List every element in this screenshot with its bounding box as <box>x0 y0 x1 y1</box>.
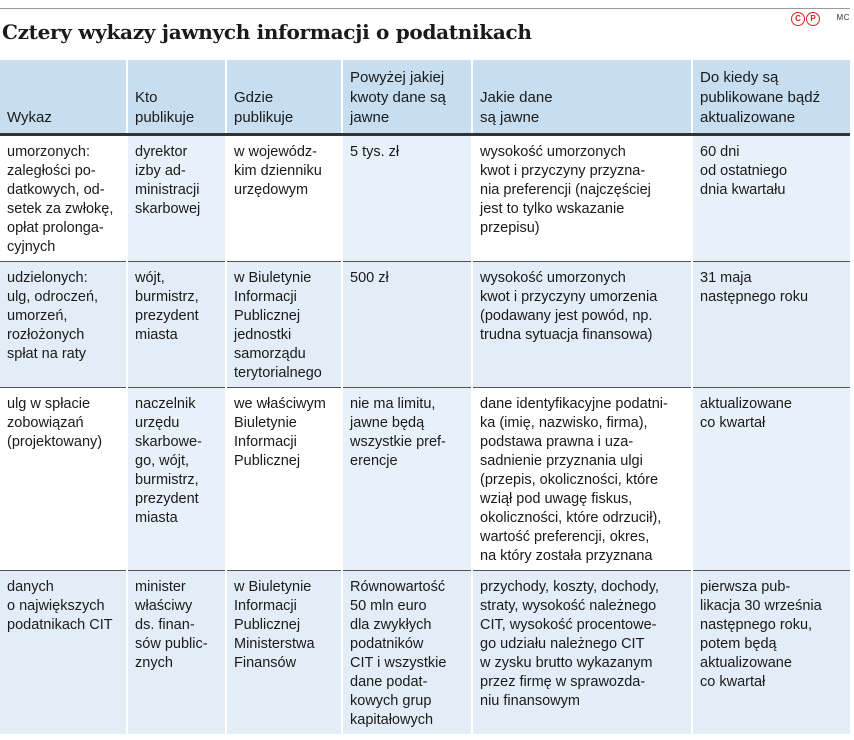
header-do-kiedy: Do kiedy są publikowane bądź aktualizowane <box>692 60 850 135</box>
table-cell: danych o największych podatnikach CIT <box>0 571 127 735</box>
table-cell: minister właściwy ds. finan- sów public- znych <box>127 571 226 735</box>
table-row <box>0 262 850 388</box>
table-cell: wysokość umorzonych kwot i przyczyny przyzna- nia preferencji (najczęściej jest to tylko wskazanie przepisu) <box>472 135 692 262</box>
table-header-row <box>0 60 850 135</box>
table-cell: nie ma limitu, jawne będą wszystkie pref- erencje <box>342 388 472 571</box>
header-gdzie-publikuje: Gdzie publikuje <box>226 60 342 135</box>
table-cell: dane identyfikacyjne podatni- ka (imię, nazwisko, firma), podstawa prawna i uza- sadnienie przyznania ulgi (przepis, okoliczności, które wziął pod uwagę fiskus, okoliczności, które odrzucił), wartość preferencji, okres, na który została przyznana <box>472 388 692 571</box>
table-cell: 60 dni od ostatniego dnia kwartału <box>692 135 850 262</box>
table-cell: w Biuletynie Informacji Publicznej jednostki samorządu terytorialnego <box>226 262 342 388</box>
registry-table <box>0 60 850 734</box>
table-cell: we właściwym Biuletynie Informacji Publicznej <box>226 388 342 571</box>
table-cell: wójt, burmistrz, prezydent miasta <box>127 262 226 388</box>
table-cell: Równowartość 50 mln euro dla zwykłych podatników CIT i wszystkie dane podat- kowych grup kapitałowych <box>342 571 472 735</box>
table-cell: wysokość umorzonych kwot i przyczyny umorzenia (podawany jest powód, np. trudna sytuacja finansowa) <box>472 262 692 388</box>
table-row <box>0 571 850 735</box>
table-cell: ulg w spłacie zobowiązań (projektowany) <box>0 388 127 571</box>
table-row <box>0 135 850 262</box>
table-cell: przychody, koszty, dochody, straty, wysokość należnego CIT, wysokość procentowe- go udziału należnego CIT w zysku brutto wykazanym przez firmę w sprawozda- niu finansowym <box>472 571 692 735</box>
table-cell: aktualizowane co kwartał <box>692 388 850 571</box>
table-cell: 500 zł <box>342 262 472 388</box>
table-row <box>0 388 850 571</box>
cp-logo-icon <box>791 12 820 26</box>
top-rule <box>0 8 850 9</box>
table-cell: 31 maja następnego roku <box>692 262 850 388</box>
header-jakie-dane: Jakie dane są jawne <box>472 60 692 135</box>
table-cell: udzielonych: ulg, odroczeń, umorzeń, rozłożonych spłat na raty <box>0 262 127 388</box>
table-cell: dyrektor izby ad- ministracji skarbowej <box>127 135 226 262</box>
table-cell: w wojewódz- kim dzienniku urzędowym <box>226 135 342 262</box>
header-kwota: Powyżej jakiej kwoty dane są jawne <box>342 60 472 135</box>
author-credit: MC <box>836 13 850 22</box>
table-cell: pierwsza pub- likacja 30 września następnego roku, potem będą aktualizowane co kwartał <box>692 571 850 735</box>
table-cell: 5 tys. zł <box>342 135 472 262</box>
table-cell: umorzonych: zaległości po- datkowych, od- setek za zwłokę, opłat prolonga- cyjnych <box>0 135 127 262</box>
header-wykaz: Wykaz <box>0 60 127 135</box>
logo-c-icon: C <box>791 12 805 26</box>
table-cell: naczelnik urzędu skarbowe- go, wójt, burmistrz, prezydent miasta <box>127 388 226 571</box>
header-kto-publikuje: Kto publikuje <box>127 60 226 135</box>
page-title: Cztery wykazy jawnych informacji o podatnikach <box>2 20 532 44</box>
table-cell: w Biuletynie Informacji Publicznej Ministerstwa Finansów <box>226 571 342 735</box>
logo-p-icon: P <box>806 12 820 26</box>
